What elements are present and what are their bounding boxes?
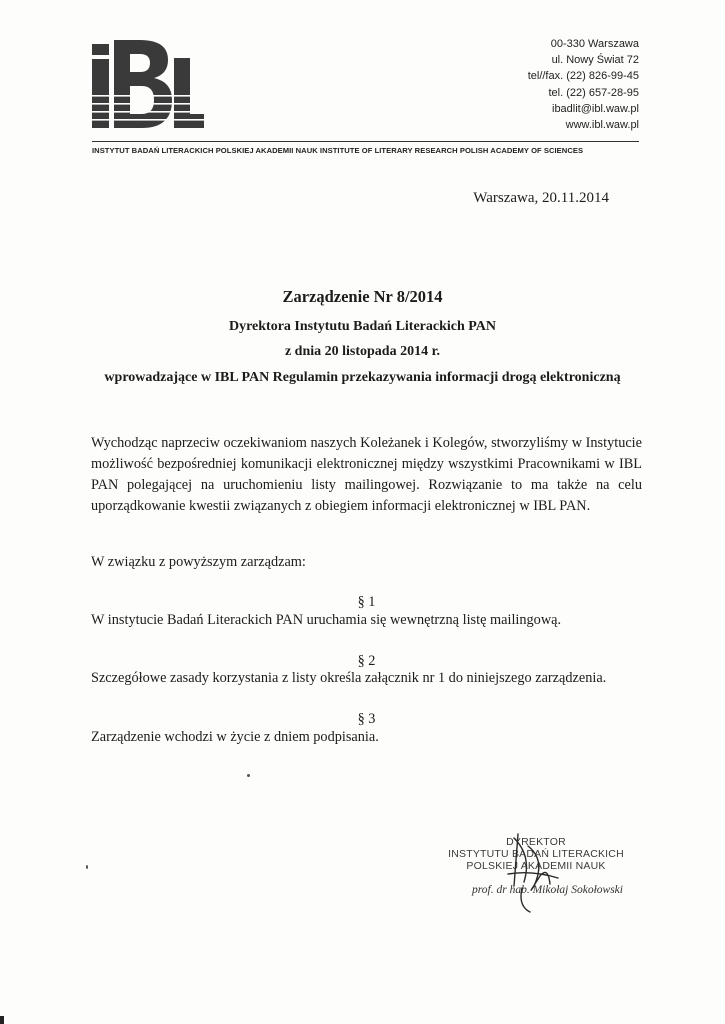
order-date-line: z dnia 20 listopada 2014 r. xyxy=(284,344,441,359)
contact-block xyxy=(528,36,639,133)
scan-speck xyxy=(247,774,250,777)
document-date: Warszawa, 20.11.2014 xyxy=(473,190,609,206)
contact-street: ul. Nowy Świat 72 xyxy=(551,54,639,67)
stamp-line-1: DYREKTOR xyxy=(506,836,566,848)
order-issuer: Dyrektora Instytutu Badań Literackich PAN xyxy=(228,319,497,334)
section-3-mark: § 3 xyxy=(357,711,376,727)
header-divider xyxy=(92,141,639,142)
scan-edge-mark xyxy=(0,1016,4,1024)
section-2-mark: § 2 xyxy=(357,653,376,669)
ibl-logo-icon xyxy=(92,40,204,130)
order-title: Zarządzenie Nr 8/2014 xyxy=(282,287,443,306)
contact-tel: tel. (22) 657-28-95 xyxy=(548,86,639,99)
contact-email[interactable]: ibadlit@ibl.waw.pl xyxy=(552,102,639,115)
contact-telfax: tel//fax. (22) 826-99-45 xyxy=(527,70,639,83)
signer-name: prof. dr hab. Mikołaj Sokołowski xyxy=(472,884,623,896)
handwritten-signature-icon xyxy=(488,826,578,916)
intro-paragraph: Wychodząc naprzeciw oczekiwaniom naszych Koleżanek i Kolegów, stworzyliśmy w Instytucie możliwość bezpośredniej komunikacji elektronicznej między wszystkimi Pracownikami w IBL PAN polegającej na uruchomieniu listy mailingowej. Rozwiązanie to ma także na celu uporządkowanie kwestii związanych z obiegiem informacji elektronicznej w IBL PAN. xyxy=(91,435,642,514)
section-1-text: W instytucie Badań Literackich PAN uruchamia się wewnętrzną listę mailingową. xyxy=(91,612,562,628)
institute-name-line: INSTYTUT BADAŃ LITERACKICH POLSKIEJ AKADEMII NAUK INSTITUTE OF LITERARY RESEARCH POLISH ACADEMY OF SCIENCES xyxy=(92,146,584,155)
contact-website[interactable]: www.ibl.waw.pl xyxy=(565,119,639,132)
contact-postal: 00-330 Warszawa xyxy=(550,38,639,50)
section-2-text: Szczegółowe zasady korzystania z listy określa załącznik nr 1 do niniejszego zarządzenia. xyxy=(91,670,607,686)
section-1-mark: § 1 xyxy=(357,594,376,610)
stamp-line-2: INSTYTUTU BADAŃ LITERACKICH xyxy=(448,848,624,860)
lead-sentence: W związku z powyższym zarządzam: xyxy=(91,554,306,570)
section-3-text: Zarządzenie wchodzi w życie z dniem podpisania. xyxy=(91,729,379,745)
stamp-line-3: POLSKIEJ AKADEMII NAUK xyxy=(466,860,606,872)
order-subject: wprowadzające w IBL PAN Regulamin przekazywania informacji drogą elektroniczną xyxy=(104,370,621,385)
scan-speck xyxy=(86,865,88,869)
